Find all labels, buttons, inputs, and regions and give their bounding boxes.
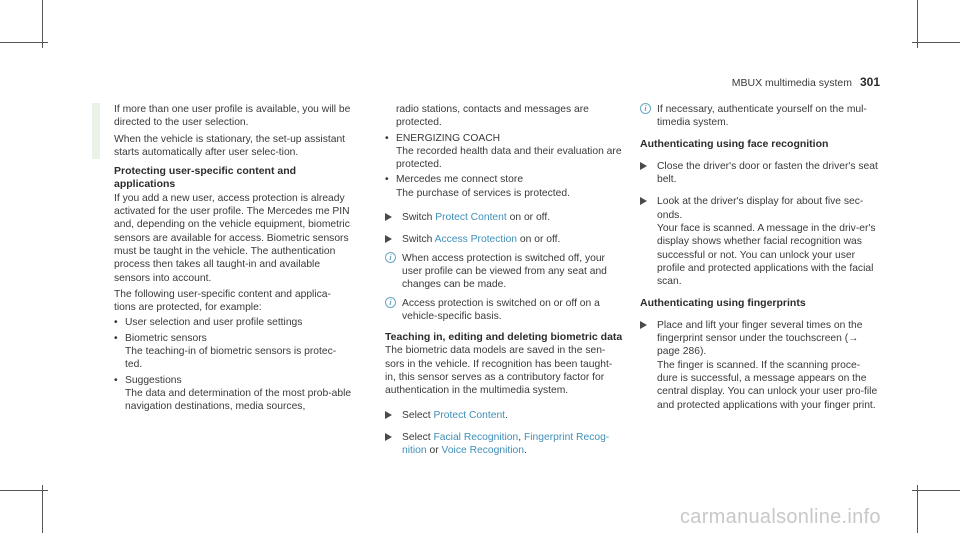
list-item-detail: radio stations, contacts and messages are protected. [396, 104, 589, 129]
list-item: • Biometric sensors [114, 332, 352, 345]
crop-mark [42, 485, 43, 533]
step-arrow-icon [640, 321, 647, 329]
crop-mark [912, 42, 960, 43]
step: Switch Protect Content on or off. [385, 211, 623, 224]
paragraph: The following user-specific content and applica-tions are protected, for example: [114, 288, 331, 314]
step-arrow-icon [640, 162, 647, 170]
info-text: When the vehicle is stationary, the set-up assistant starts automatically after user selec-tion. [114, 133, 346, 158]
step: Look at the driver's display for about five sec-onds. Your face is scanned. A message in the driv-er's display shows whether facial recognition was successful or not. You can unlock your user profile and protected applications with the facial scan. [640, 195, 880, 288]
step-arrow-icon [385, 411, 392, 419]
list-item-detail: The purchase of services is protected. [396, 187, 570, 199]
section-heading: Authenticating using face recognition [640, 137, 829, 150]
paragraph: If you add a new user, access protection is already activated for the user profile. The Mercedes me PIN and, depending on the vehicle equipment, biometric sensors are available for access. Biometric sensors must be taught in the vehicle. The authentication process then takes all taught-in and available sensors into account. [114, 192, 350, 284]
step-arrow-icon [640, 197, 647, 205]
crop-mark [0, 490, 48, 491]
step: Place and lift your finger several times on the fingerprint sensor under the touchscreen (→ page 286). The finger is scanned. If the scanning proce-dure is successful, a message appears on the central display. You can unlock your user pro-file and protected applications with your finger print. [640, 319, 880, 412]
menu-item-voice-recognition[interactable]: Voice Recognition [441, 445, 524, 457]
column-1 [114, 103, 352, 414]
step: Select Facial Recognition, Fingerprint Recog-nition or Voice Recognition. [385, 431, 623, 458]
list-item-detail: The teaching-in of biometric sensors is protec-ted. [125, 346, 337, 371]
page-header [732, 76, 880, 90]
step-result: Your face is scanned. A message in the driv-er's display shows whether facial recognition was successful or not. You can unlock your user profile and protected applications with the facial scan. [657, 223, 876, 288]
step: Close the driver's door or fasten the driver's seat belt. [640, 160, 880, 187]
step: Select Protect Content. [385, 409, 623, 422]
crop-mark [912, 490, 960, 491]
note: i When access protection is switched off, your user profile can be viewed from any seat and changes can be made. [385, 252, 623, 292]
menu-item-facial-recognition[interactable]: Facial Recognition [433, 431, 519, 443]
section-heading: Protecting user-specific content and applications [114, 165, 297, 191]
crop-mark [917, 485, 918, 533]
note: i If necessary, authenticate yourself on the mul-timedia system. [640, 103, 880, 130]
menu-item-protect-content[interactable]: Protect Content [435, 212, 507, 224]
step: Switch Access Protection on or off. [385, 233, 623, 246]
list-item: • ENERGIZING COACH [385, 132, 623, 145]
info-text: If more than one user profile is available, you will be directed to the user selection. [114, 104, 351, 129]
list-item-detail: The recorded health data and their evaluation are protected. [396, 145, 622, 171]
info-icon: i [385, 297, 396, 308]
step-arrow-icon [385, 235, 392, 243]
crop-mark [917, 0, 918, 48]
step-arrow-icon [385, 213, 392, 221]
info-icon: i [385, 252, 396, 263]
list-item: • Mercedes me connect store [385, 173, 623, 186]
list-item: • Suggestions [114, 374, 352, 387]
list-item: • User selection and user profile settings [114, 316, 352, 329]
list-item-detail: The data and determination of the most prob-able navigation destinations, media sources, [125, 387, 352, 413]
menu-item-protect-content[interactable]: Protect Content [433, 409, 506, 421]
paragraph: The biometric data models are saved in the sen-sors in the vehicle. If recognition has been taught-in, this sensor serves as a contributory factor for authentication in the multimedia system. [385, 345, 613, 397]
info-box [92, 103, 352, 159]
crop-mark [0, 42, 48, 43]
menu-item-fingerprint-recognition[interactable]: Fingerprint Recog-nition [402, 431, 610, 457]
section-heading: Teaching in, editing and deleting biometric data [385, 331, 623, 344]
header-title: MBUX multimedia system [731, 77, 852, 89]
column-3 [640, 103, 880, 412]
section-heading: Authenticating using fingerprints [640, 296, 806, 309]
step-result: The finger is scanned. If the scanning proce-dure is successful, a message appears on the central display. You can unlock your user pro-file and protected applications with your finger print. [657, 359, 878, 411]
note: i Access protection is switched on or off on a vehicle-specific basis. [385, 297, 623, 324]
page-number: 301 [859, 75, 880, 89]
watermark: carmanualsonline.info [680, 506, 881, 528]
column-2 [385, 103, 623, 458]
crop-mark [42, 0, 43, 48]
info-icon: i [640, 103, 651, 114]
menu-item-access-protection[interactable]: Access Protection [434, 234, 518, 246]
step-arrow-icon [385, 433, 392, 441]
